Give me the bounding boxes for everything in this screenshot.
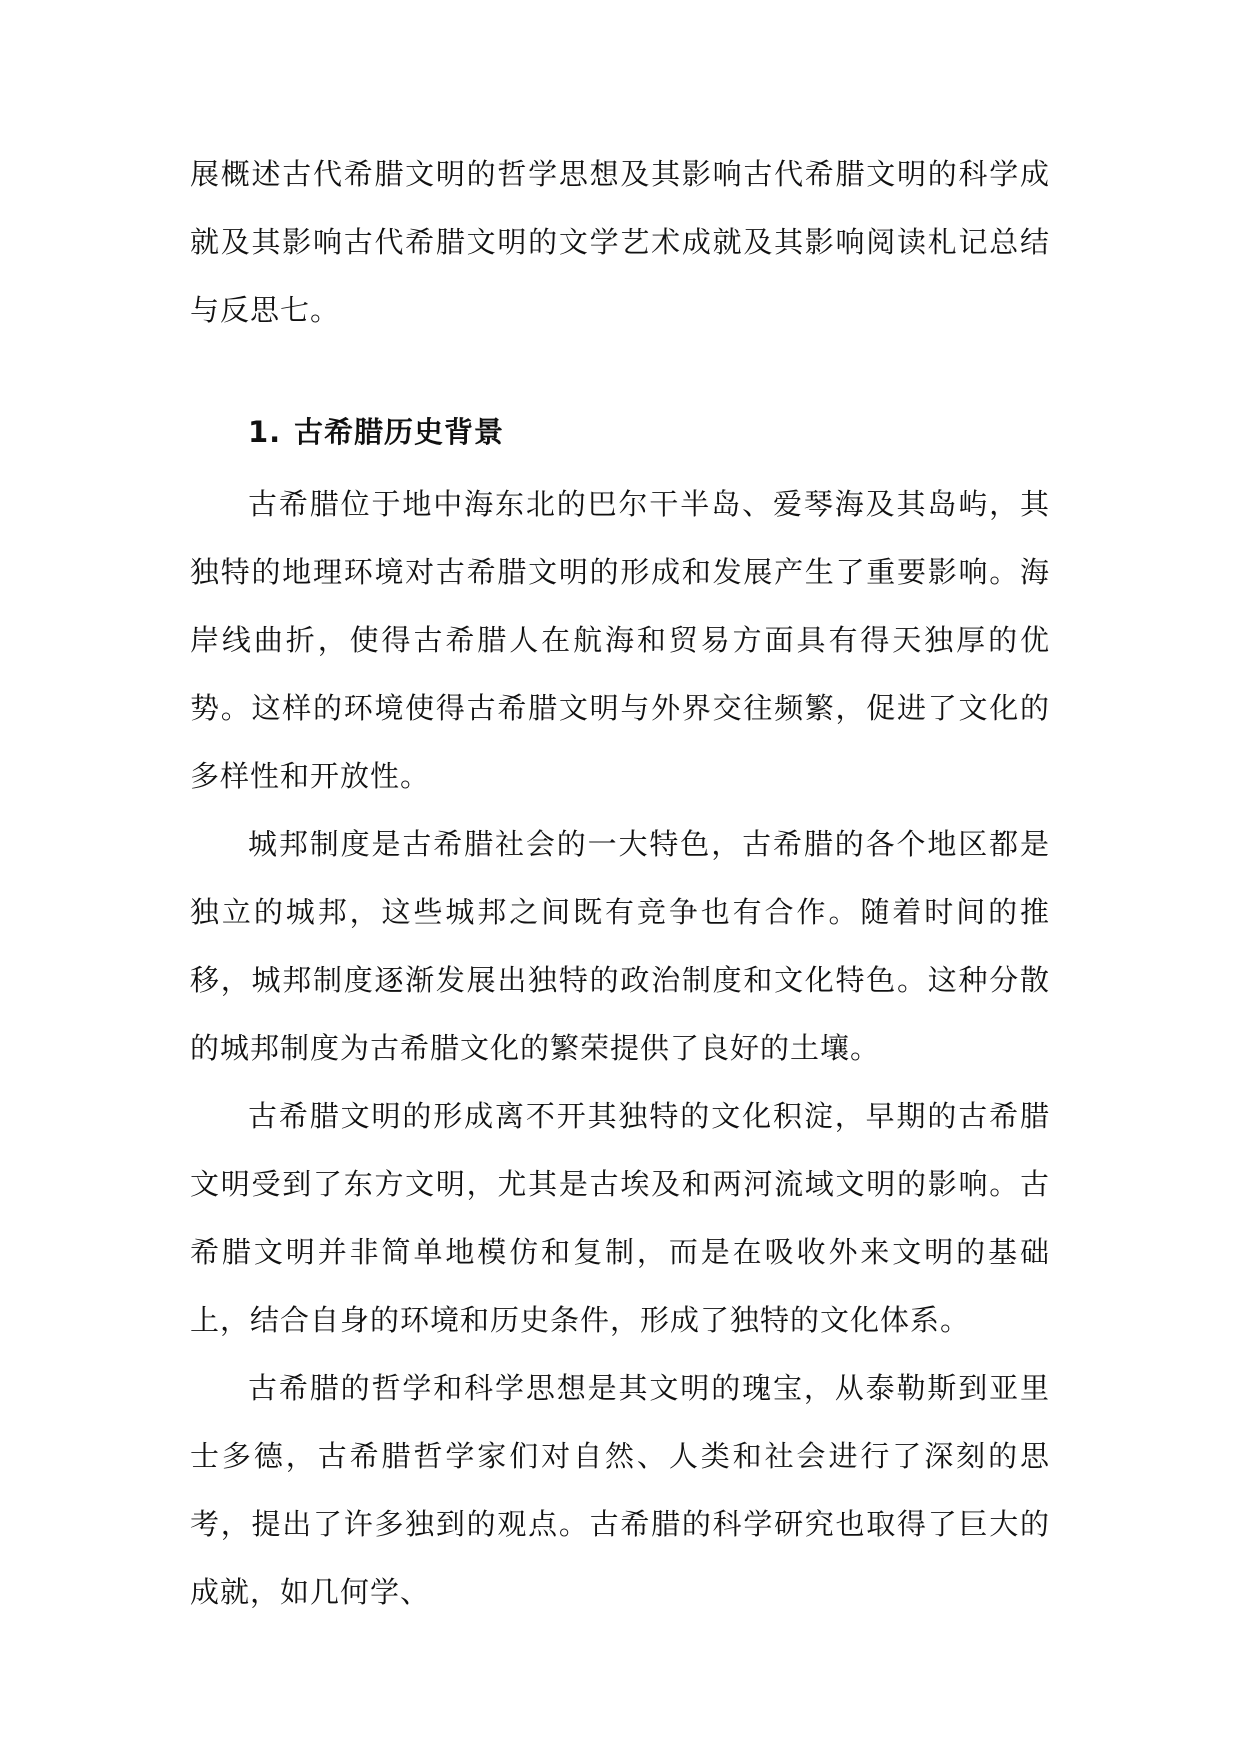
section-heading (248, 398, 504, 466)
section-body (190, 470, 1050, 1626)
section-number: 1. (248, 415, 282, 449)
paragraph-geography: 古希腊位于地中海东北的巴尔干半岛、爱琴海及其岛屿，其独特的地理环境对古希腊文明的形成和发展产生了重要影响。海岸线曲折，使得古希腊人在航海和贸易方面具有得天独厚的优势。这样的环境使得古希腊文明与外界交往频繁，促进了文化的多样性和开放性。 (190, 487, 1050, 793)
paragraph-city-states: 城邦制度是古希腊社会的一大特色，古希腊的各个地区都是独立的城邦，这些城邦之间既有竞争也有合作。随着时间的推移，城邦制度逐渐发展出独特的政治制度和文化特色。这种分散的城邦制度为古希腊文化的繁荣提供了良好的土壤。 (190, 827, 1050, 1065)
section-title: 古希腊历史背景 (294, 415, 505, 449)
intro-paragraph: 展概述古代希腊文明的哲学思想及其影响古代希腊文明的科学成就及其影响古代希腊文明的文学艺术成就及其影响阅读札记总结与反思七。 (190, 157, 1050, 327)
paragraph-cultural-origins: 古希腊文明的形成离不开其独特的文化积淀，早期的古希腊文明受到了东方文明，尤其是古埃及和两河流域文明的影响。古希腊文明并非简单地模仿和复制，而是在吸收外来文明的基础上，结合自身的环境和历史条件，形成了独特的文化体系。 (190, 1099, 1050, 1337)
paragraph-philosophy-science: 古希腊的哲学和科学思想是其文明的瑰宝，从泰勒斯到亚里士多德，古希腊哲学家们对自然、人类和社会进行了深刻的思考，提出了许多独到的观点。古希腊的科学研究也取得了巨大的成就，如几何学、 (190, 1371, 1050, 1609)
